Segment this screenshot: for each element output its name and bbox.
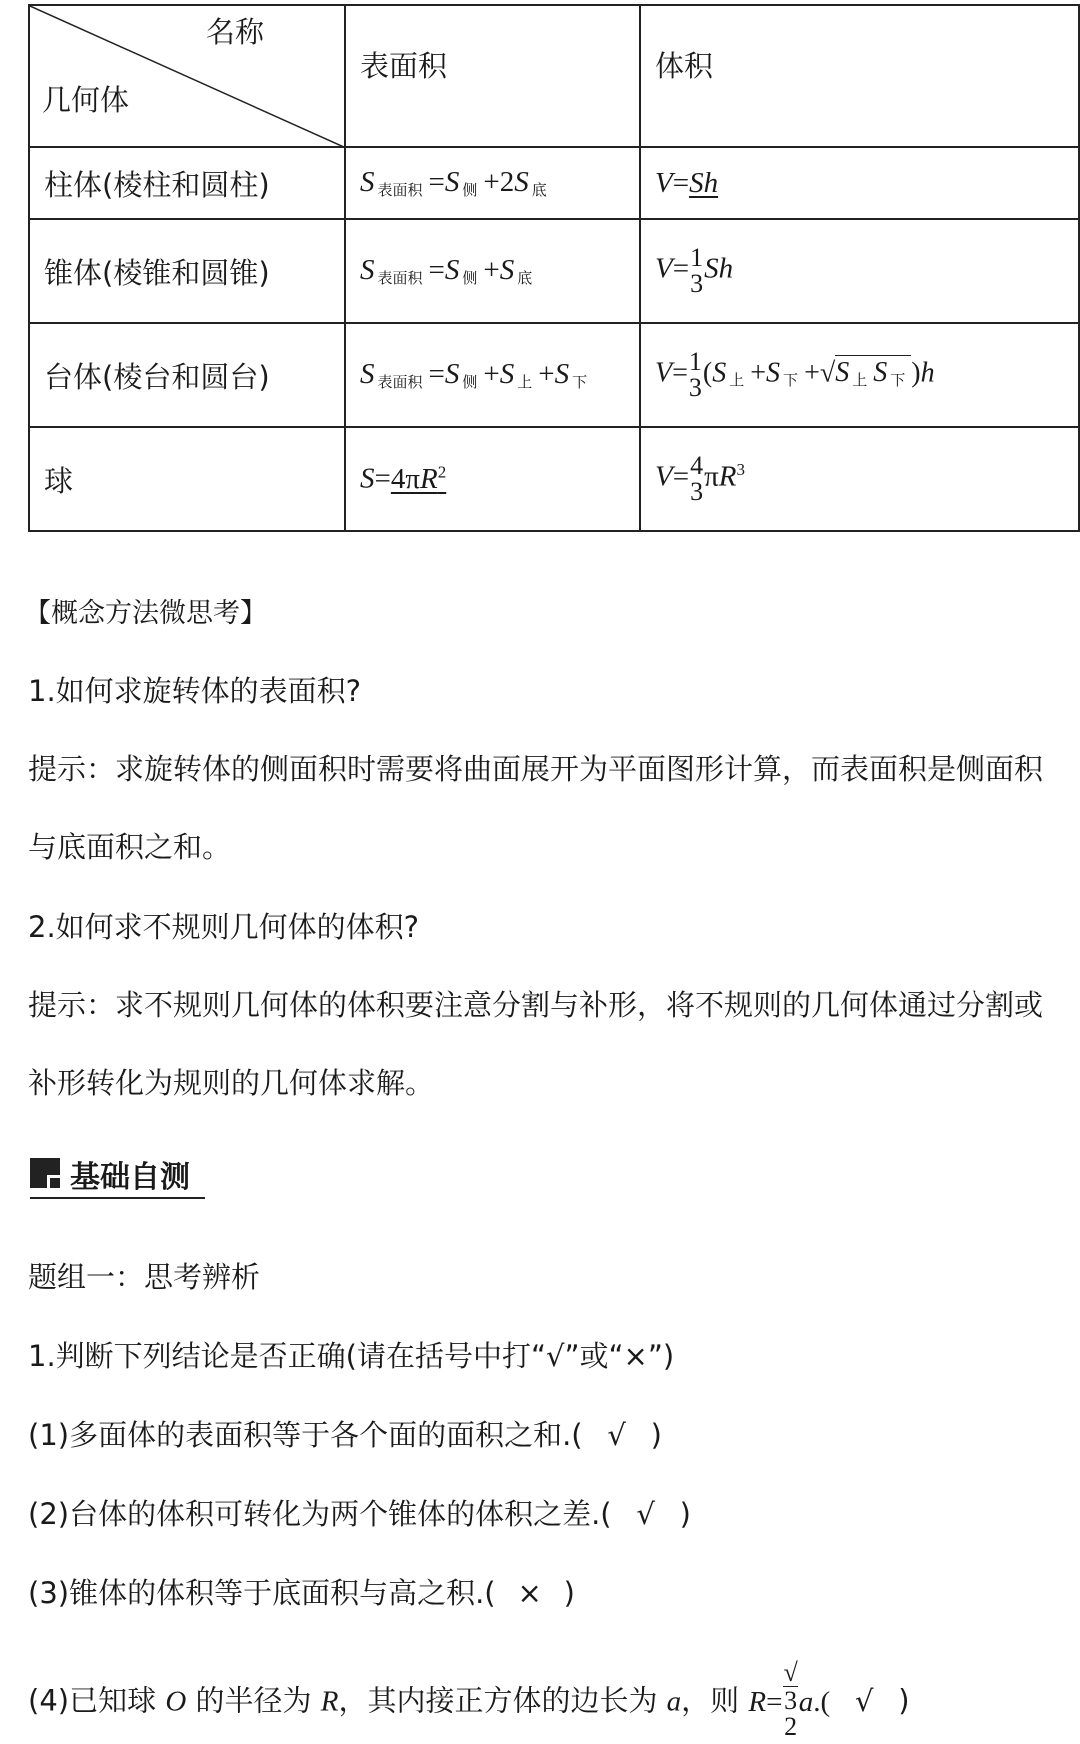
sqrt-radicand: S $_上$ S $_下$ bbox=[835, 355, 911, 388]
fraction-four-thirds: 4 3 bbox=[690, 451, 704, 506]
exercise-intro: 1.判断下列结论是否正确(请在括号中打“√”或“×”) bbox=[28, 1339, 675, 1373]
exercise-item-3-text: (3)锥体的体积等于底面积与高之积.( bbox=[28, 1576, 496, 1610]
question-2: 2.如何求不规则几何体的体积? bbox=[28, 910, 420, 944]
close-paren: ) bbox=[563, 1576, 575, 1610]
formula-frustum-volume: V= 1 3 (S $_上$ +S $_下$ +√S $_上$ S $_下$ )h bbox=[640, 323, 1079, 427]
sqrt-sign: √ bbox=[819, 357, 836, 389]
formula-table bbox=[28, 4, 1080, 532]
table-row bbox=[29, 219, 1079, 323]
fraction-sqrt3-over-2: √ 3 2 bbox=[783, 1658, 798, 1741]
sub-top: 上 bbox=[729, 371, 745, 390]
diagonal-line bbox=[30, 6, 346, 148]
formula-sphere-volume: V= 4 3 $\pi R^3$ bbox=[640, 427, 1079, 531]
table-header-row bbox=[29, 5, 1079, 147]
item4-text-b: 的半径为 bbox=[195, 1683, 312, 1718]
answer-mark: × bbox=[517, 1576, 542, 1610]
exercise-item-1 bbox=[28, 1413, 662, 1454]
table-row bbox=[29, 147, 1079, 219]
exercise-group-title: 题组一：思考辨析 bbox=[28, 1260, 261, 1294]
answer-mark: √ bbox=[636, 1497, 655, 1531]
table-row bbox=[29, 323, 1079, 427]
section-square-icon bbox=[30, 1158, 60, 1188]
answer-mark: √ bbox=[854, 1683, 874, 1718]
sub-bottom: 下 bbox=[783, 371, 799, 390]
sub-surface: 表面积 bbox=[377, 181, 423, 199]
var-a: a bbox=[666, 1685, 682, 1718]
sub-side: 侧 bbox=[462, 269, 478, 287]
diagonal-header-cell bbox=[29, 5, 345, 147]
answer-2-line-1: 提示：求不规则几何体的体积要注意分割与补形，将不规则的几何体通过分割或 bbox=[28, 988, 1044, 1022]
close-paren: ) bbox=[650, 1418, 662, 1452]
question-1: 1.如何求旋转体的表面积? bbox=[28, 674, 362, 708]
header-surface-area: 表面积 bbox=[345, 5, 640, 147]
formula-pyramid-surface: S $_{表面积}$ =S $_侧$ +S $_底$ bbox=[345, 219, 640, 323]
sub-top: 上 bbox=[517, 373, 533, 391]
answer-2-line-2: 补形转化为规则的几何体求解。 bbox=[28, 1066, 435, 1100]
item4-formula: R= √ 3 2 a.( bbox=[748, 1658, 831, 1741]
exercise-item-2 bbox=[28, 1492, 691, 1533]
fraction-one-third: 1 3 bbox=[688, 347, 702, 402]
sub-side: 侧 bbox=[462, 373, 478, 391]
formula-prism-surface: S $_{表面积}$ =S $_侧$ +2S $_底$ bbox=[345, 147, 640, 219]
var-R: R bbox=[320, 1685, 339, 1718]
sub-side: 侧 bbox=[462, 181, 478, 199]
close-paren: ) bbox=[679, 1497, 691, 1531]
sub-base: 底 bbox=[517, 269, 533, 287]
exercise-item-2-text: (2)台体的体积可转化为两个锥体的体积之差.( bbox=[28, 1497, 612, 1531]
row-name-sphere: 球 bbox=[29, 427, 345, 531]
answer-1-line-2: 与底面积之和。 bbox=[28, 830, 232, 864]
exercise-item-3 bbox=[28, 1571, 575, 1612]
answer-1-line-1: 提示：求旋转体的侧面积时需要将曲面展开为平面图形计算，而表面积是侧面积 bbox=[28, 752, 1044, 786]
close-paren: ) bbox=[898, 1683, 910, 1718]
header-name-label: 名称 bbox=[206, 15, 265, 49]
formula-frustum-surface: S $_{表面积}$ =S $_侧$ +S $_上$ +S $_下$ bbox=[345, 323, 640, 427]
formula-prism-volume: V=Sh bbox=[640, 147, 1079, 219]
sub-bottom: 下 bbox=[572, 373, 588, 391]
item4-text-d: ，则 bbox=[681, 1683, 740, 1718]
sub-bottom: 下 bbox=[890, 371, 906, 390]
table-row bbox=[29, 427, 1079, 531]
sub-surface: 表面积 bbox=[377, 269, 423, 287]
item4-text-c: ，其内接正方体的边长为 bbox=[338, 1683, 658, 1718]
formula-sphere-surface: $S=4\pi R^2$ bbox=[345, 427, 640, 531]
exercise-item-1-text: (1)多面体的表面积等于各个面的面积之和.( bbox=[28, 1418, 583, 1452]
header-solid-label: 几何体 bbox=[42, 83, 130, 117]
sub-top: 上 bbox=[852, 371, 868, 390]
var-O: O bbox=[165, 1685, 187, 1718]
concept-heading: 【概念方法微思考】 bbox=[24, 598, 267, 629]
sub-surface: 表面积 bbox=[377, 373, 423, 391]
row-name-pyramid: 锥体(棱锥和圆锥) bbox=[29, 219, 345, 323]
section-title: 基础自测 bbox=[70, 1160, 190, 1195]
row-name-frustum: 台体(棱台和圆台) bbox=[29, 323, 345, 427]
fraction-one-third: 1 3 bbox=[690, 243, 704, 298]
header-volume: 体积 bbox=[640, 5, 1079, 147]
section-underline bbox=[30, 1197, 205, 1199]
item4-text-a: (4)已知球 bbox=[28, 1683, 157, 1718]
exercise-item-4 bbox=[28, 1658, 910, 1744]
row-name-prism: 柱体(棱柱和圆柱) bbox=[29, 147, 345, 219]
formula-pyramid-volume: V= 1 3 Sh bbox=[640, 219, 1079, 323]
answer-mark: √ bbox=[607, 1418, 626, 1452]
sub-base: 底 bbox=[531, 181, 547, 199]
